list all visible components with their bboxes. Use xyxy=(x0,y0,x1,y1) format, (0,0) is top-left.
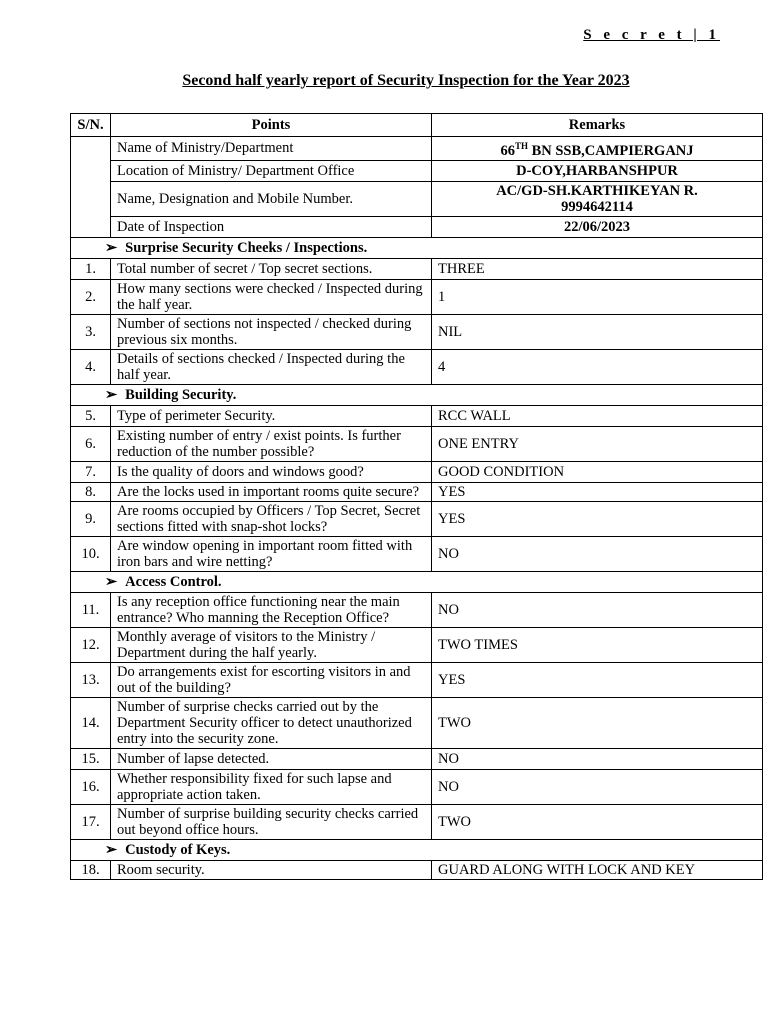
section-cell xyxy=(71,384,763,405)
row-point: Number of lapse detected. xyxy=(111,748,432,769)
row-sn: 12. xyxy=(71,627,111,662)
row-point: Number of sections not inspected / checked during previous six months. xyxy=(111,314,432,349)
table-row xyxy=(71,592,763,627)
table-row xyxy=(71,536,763,571)
row-remark: GUARD ALONG WITH LOCK AND KEY xyxy=(432,860,763,879)
arrow-bullet-icon: ➢ xyxy=(105,239,118,256)
info-row xyxy=(71,160,763,181)
section-row xyxy=(71,237,763,258)
section-cell xyxy=(71,839,763,860)
row-sn: 4. xyxy=(71,349,111,384)
section-cell xyxy=(71,571,763,592)
row-point: Whether responsibility fixed for such lapse and appropriate action taken. xyxy=(111,769,432,804)
row-sn: 14. xyxy=(71,697,111,748)
arrow-bullet-icon: ➢ xyxy=(105,841,118,858)
row-point: Type of perimeter Security. xyxy=(111,405,432,426)
row-point: Is the quality of doors and windows good? xyxy=(111,461,432,482)
table-row xyxy=(71,461,763,482)
page-header-secret: S e c r e t | 1 xyxy=(583,27,720,43)
row-sn: 8. xyxy=(71,482,111,501)
info-remark: AC/GD-SH.KARTHIKEYAN R. 9994642114 xyxy=(432,181,763,216)
row-remark: NO xyxy=(432,536,763,571)
header-sn: S/N. xyxy=(71,114,111,137)
section-label: Surprise Security Cheeks / Inspections. xyxy=(125,239,368,256)
section-label: Access Control. xyxy=(125,573,222,590)
row-point: Number of surprise checks carried out by the Department Security officer to detect unauthorized entry into the security zone. xyxy=(111,697,432,748)
row-point: Are window opening in important room fitted with iron bars and wire netting? xyxy=(111,536,432,571)
row-remark: TWO xyxy=(432,804,763,839)
row-point: Details of sections checked / Inspected during the half year. xyxy=(111,349,432,384)
info-row xyxy=(71,216,763,237)
row-remark: NIL xyxy=(432,314,763,349)
table-row xyxy=(71,748,763,769)
row-remark: RCC WALL xyxy=(432,405,763,426)
row-point: Existing number of entry / exist points. Is further reduction of the number possible? xyxy=(111,426,432,461)
row-remark: YES xyxy=(432,501,763,536)
section-row xyxy=(71,839,763,860)
table-row xyxy=(71,627,763,662)
section-label: Building Security. xyxy=(125,386,237,403)
row-remark: YES xyxy=(432,662,763,697)
info-point: Name, Designation and Mobile Number. xyxy=(111,181,432,216)
row-remark: YES xyxy=(432,482,763,501)
section-label: Custody of Keys. xyxy=(125,841,231,858)
row-point: Are the locks used in important rooms quite secure? xyxy=(111,482,432,501)
row-remark: 4 xyxy=(432,349,763,384)
table-row xyxy=(71,769,763,804)
row-sn: 17. xyxy=(71,804,111,839)
row-remark: TWO TIMES xyxy=(432,627,763,662)
header-remarks: Remarks xyxy=(432,114,763,137)
table-row xyxy=(71,482,763,501)
row-sn: 3. xyxy=(71,314,111,349)
row-sn: 5. xyxy=(71,405,111,426)
row-sn: 2. xyxy=(71,279,111,314)
row-remark: THREE xyxy=(432,258,763,279)
info-row xyxy=(71,137,763,161)
info-point: Date of Inspection xyxy=(111,216,432,237)
section-cell xyxy=(71,237,763,258)
header-points: Points xyxy=(111,114,432,137)
row-remark: GOOD CONDITION xyxy=(432,461,763,482)
info-row xyxy=(71,181,763,216)
table-header-row xyxy=(71,114,763,137)
row-remark: TWO xyxy=(432,697,763,748)
table-row xyxy=(71,405,763,426)
row-point: Is any reception office functioning near the main entrance? Who manning the Reception Office? xyxy=(111,592,432,627)
row-point: Room security. xyxy=(111,860,432,879)
row-remark: 1 xyxy=(432,279,763,314)
info-remark: 22/06/2023 xyxy=(432,216,763,237)
section-row xyxy=(71,571,763,592)
table-row xyxy=(71,426,763,461)
row-point: Total number of secret / Top secret sections. xyxy=(111,258,432,279)
section-row xyxy=(71,384,763,405)
info-point: Location of Ministry/ Department Office xyxy=(111,160,432,181)
inspection-table xyxy=(70,113,763,880)
arrow-bullet-icon: ➢ xyxy=(105,386,118,403)
row-point: How many sections were checked / Inspected during the half year. xyxy=(111,279,432,314)
table-row xyxy=(71,279,763,314)
row-sn: 6. xyxy=(71,426,111,461)
row-sn: 9. xyxy=(71,501,111,536)
row-sn: 10. xyxy=(71,536,111,571)
table-row xyxy=(71,860,763,879)
info-sn-cell xyxy=(71,137,111,238)
arrow-bullet-icon: ➢ xyxy=(105,573,118,590)
info-remark: D-COY,HARBANSHPUR xyxy=(432,160,763,181)
table-row xyxy=(71,662,763,697)
report-title: Second half yearly report of Security Inspection for the Year 2023 xyxy=(182,72,630,89)
row-sn: 16. xyxy=(71,769,111,804)
row-remark: NO xyxy=(432,769,763,804)
row-sn: 15. xyxy=(71,748,111,769)
row-sn: 1. xyxy=(71,258,111,279)
table-row xyxy=(71,501,763,536)
info-remark: 66TH BN SSB,CAMPIERGANJ xyxy=(432,137,763,161)
row-sn: 7. xyxy=(71,461,111,482)
row-point: Number of surprise building security checks carried out beyond office hours. xyxy=(111,804,432,839)
table-row xyxy=(71,349,763,384)
row-point: Monthly average of visitors to the Ministry / Department during the half yearly. xyxy=(111,627,432,662)
row-remark: ONE ENTRY xyxy=(432,426,763,461)
row-point: Are rooms occupied by Officers / Top Secret, Secret sections fitted with snap-shot locks? xyxy=(111,501,432,536)
row-point: Do arrangements exist for escorting visitors in and out of the building? xyxy=(111,662,432,697)
table-row xyxy=(71,258,763,279)
table-row xyxy=(71,314,763,349)
row-sn: 18. xyxy=(71,860,111,879)
row-sn: 11. xyxy=(71,592,111,627)
info-point: Name of Ministry/Department xyxy=(111,137,432,161)
row-remark: NO xyxy=(432,592,763,627)
table-row xyxy=(71,804,763,839)
row-sn: 13. xyxy=(71,662,111,697)
row-remark: NO xyxy=(432,748,763,769)
table-row xyxy=(71,697,763,748)
